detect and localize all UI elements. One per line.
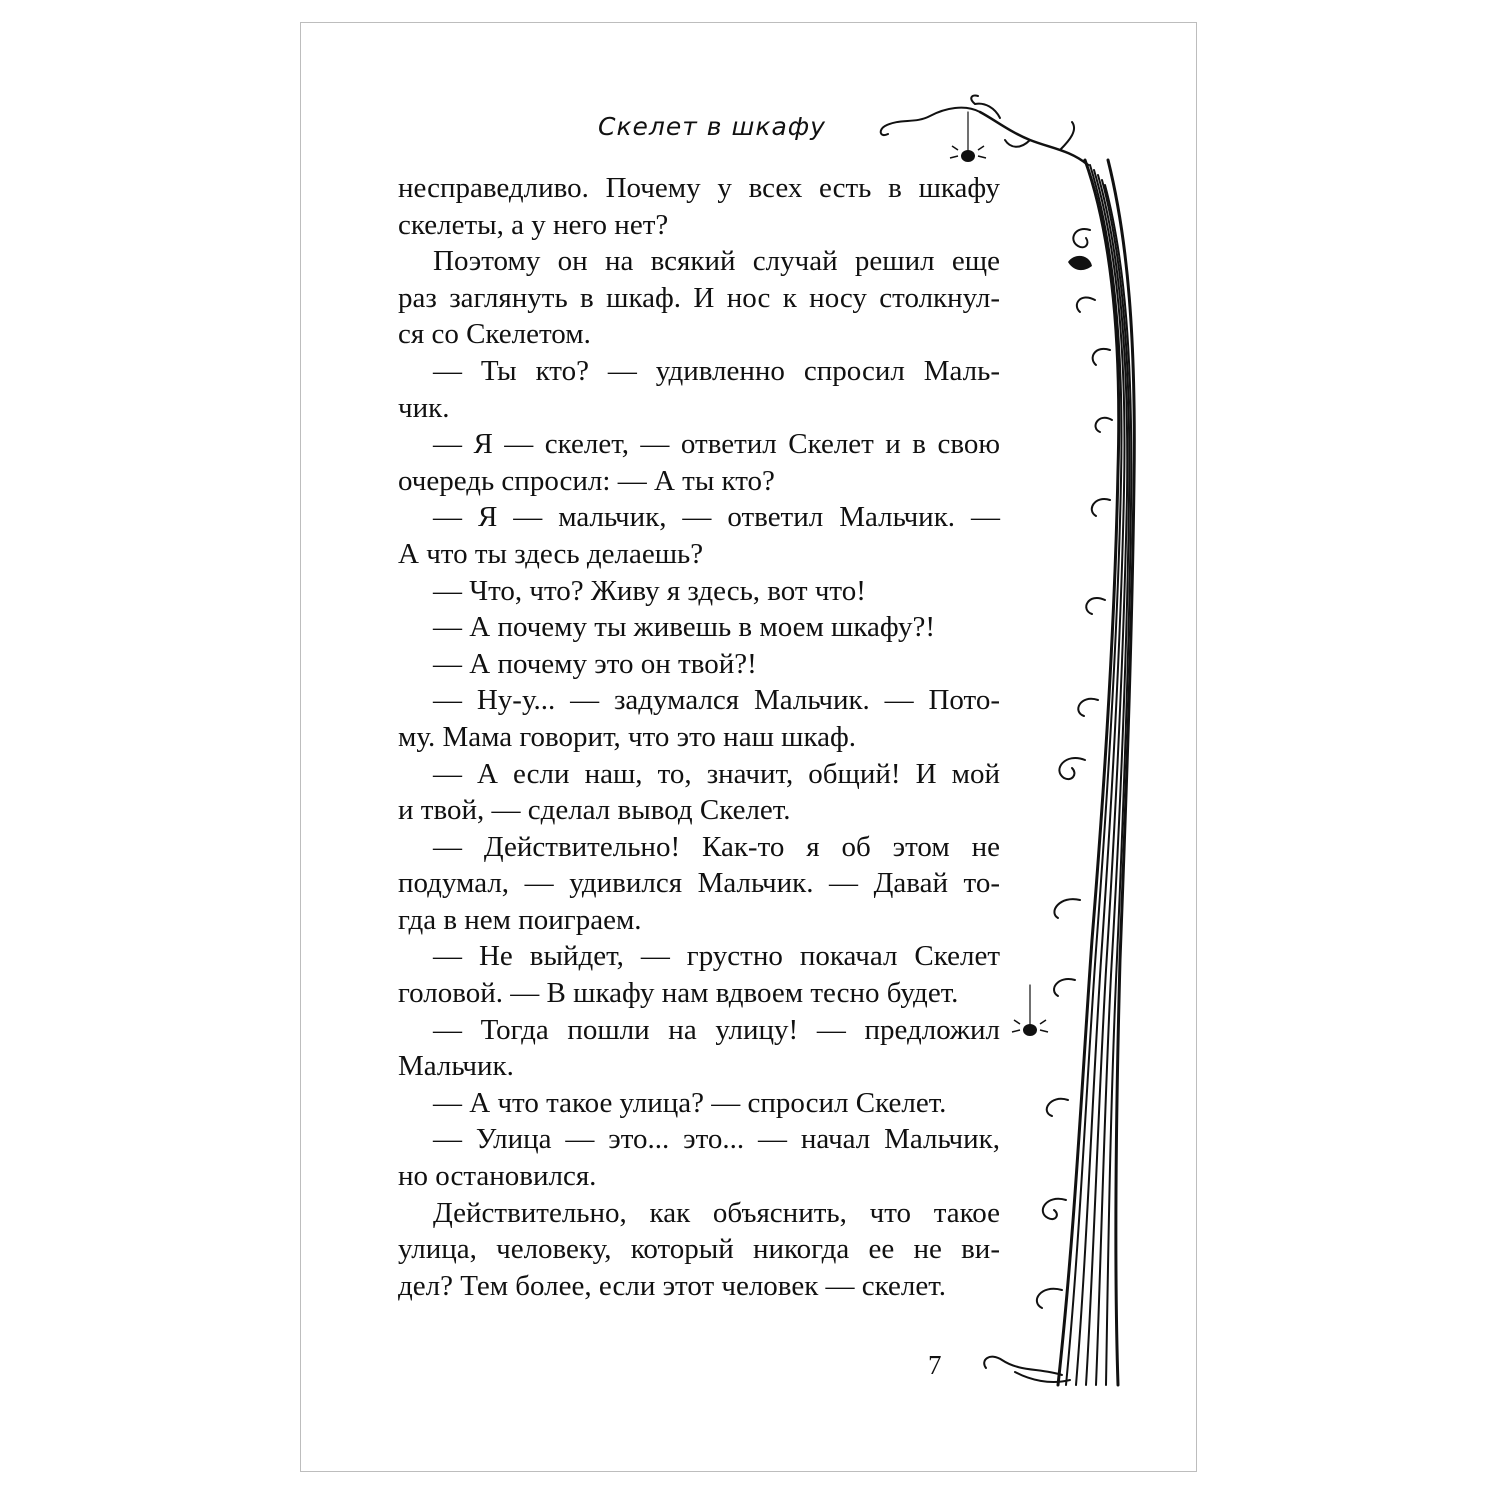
text-line: улица, человеку, который никогда ее не ви-	[398, 1233, 1000, 1266]
text-line: но остановился.	[398, 1160, 597, 1193]
text-line: — Ты кто? — удивленно спросил Маль-	[433, 354, 1000, 387]
text-line: — А почему ты живешь в моем шкафу?!	[433, 611, 936, 644]
text-line: му. Мама говорит, что это наш шкаф.	[398, 720, 857, 753]
text-line: — Ну-у... — задумался Мальчик. — Пото-	[433, 684, 1000, 717]
running-title: Скелет в шкафу	[598, 112, 826, 141]
text-line: гда в нем поиграем.	[398, 903, 642, 936]
text-line: А что ты здесь делаешь?	[398, 537, 704, 570]
text-line: — Что, что? Живу я здесь, вот что!	[433, 574, 866, 607]
text-line: — Я — мальчик, — ответил Мальчик. —	[433, 501, 1000, 534]
text-line: — Действительно! Как-то я об этом не	[433, 830, 1000, 863]
text-line: скелеты, а у него нет?	[398, 208, 669, 241]
text-line: — Тогда пошли на улицу! — предложил	[433, 1013, 1000, 1046]
text-line: несправедливо. Почему у всех есть в шкафу	[398, 172, 1000, 204]
text-line: ся со Скелетом.	[398, 318, 591, 351]
tree-illustration-icon	[860, 90, 1180, 1410]
text-line: — Улица — это... это... — начал Мальчик,	[433, 1123, 1000, 1156]
text-line: — А почему это он твой?!	[433, 647, 757, 680]
text-line: головой. — В шкафу нам вдвоем тесно будет.	[398, 977, 959, 1010]
text-line: очередь спросил: — А ты кто?	[398, 464, 775, 497]
text-line: чик.	[398, 391, 450, 424]
text-line: — А если наш, то, значит, общий! И мой	[433, 757, 1000, 790]
text-line: — Я — скелет, — ответил Скелет и в свою	[433, 428, 1000, 461]
text-line: — Не выйдет, — грустно покачал Скелет	[433, 940, 1000, 973]
text-line: Действительно, как объяснить, что такое	[433, 1196, 1000, 1229]
text-line: Мальчик.	[398, 1050, 514, 1083]
text-line: раз заглянуть в шкаф. И нос к носу столкнул-	[398, 281, 1000, 314]
text-line: и твой, — сделал вывод Скелет.	[398, 794, 791, 827]
page-number: 7	[928, 1350, 942, 1380]
text-line: Поэтому он на всякий случай решил еще	[433, 245, 1000, 278]
text-line: — А что такое улица? — спросил Скелет.	[433, 1086, 947, 1119]
text-line: дел? Тем более, если этот человек — скелет.	[398, 1269, 946, 1302]
text-line: подумал, — удивился Мальчик. — Давай то-	[398, 867, 1000, 900]
